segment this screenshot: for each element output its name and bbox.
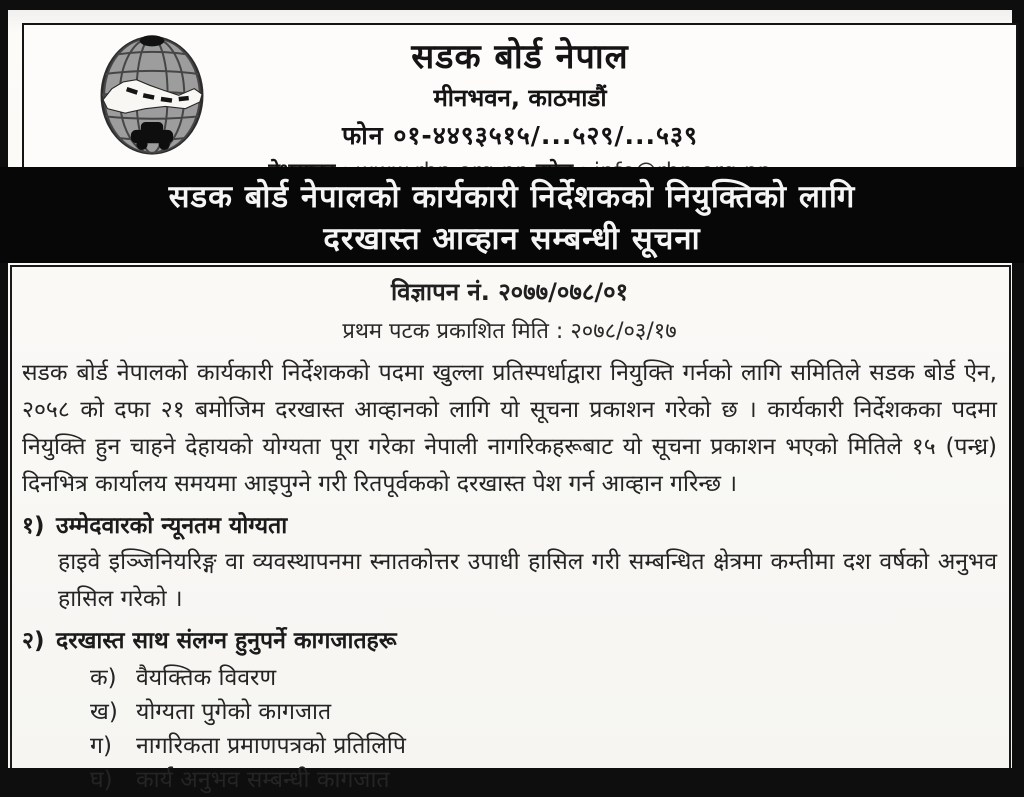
list-item-letter: घ) (90, 767, 113, 793)
section-qualification (22, 508, 997, 618)
list-item-text: कार्य अनुभव सम्बन्धी कागजात (136, 767, 390, 793)
section-heading (22, 623, 997, 659)
banner-line-1: सडक बोर्ड नेपालको कार्यकारी निर्देशकको नियुक्तिको लागि (168, 179, 856, 215)
org-name: सडक बोर्ड नेपाल (411, 37, 629, 77)
list-item (22, 763, 997, 797)
notice-body-box (10, 265, 1011, 793)
org-phone: फोन ०१-४४९३५१५/...५२९/...५३९ (342, 121, 698, 150)
published-date: प्रथम पटक प्रकाशित मिति : २०७८/०३/१७ (342, 319, 677, 344)
document-list (22, 661, 997, 797)
list-item (22, 661, 997, 695)
list-item (22, 729, 997, 763)
section-title: उम्मेदवारको न्यूनतम योग्यता (56, 513, 288, 539)
list-item-letter: ख) (90, 699, 118, 725)
section-heading (22, 508, 997, 544)
list-item-letter: ग) (90, 733, 112, 759)
notice-intro-paragraph: सडक बोर्ड नेपालको कार्यकारी निर्देशकको पदमा खुल्ला प्रतिस्पर्धाद्वारा नियुक्ति गर्नको लागि समितिले सडक बोर्ड ऐन, २०५८ को दफा २१ बमोजिम दरखास्त आव्हानको लागि यो सूचना प्रकाशन गरेको छ । कार्यकारी निर्देशकका पदमा नियुक्ति हुन चाहने देहायको योग्यता पूरा गरेका नेपाली नागरिकहरूबाट यो सूचना प्रकाशन भएको मितिले १५ (पन्ध्र) दिनभित्र कार्यालय समयमा आइपुग्ने गरी रितपूर्वकको दरखास्त पेश गर्न आव्हान गरिन्छ । (22, 360, 997, 497)
org-address: मीनभवन, काठमाडौं (433, 84, 607, 112)
list-item-letter: क) (90, 665, 117, 691)
advertisement-number: विज्ञापन नं. २०७७/०७८/०१ (390, 278, 629, 306)
section-number: २) (22, 628, 45, 654)
list-item-text: योग्यता पुगेको कागजात (136, 699, 332, 725)
letterhead-text (24, 25, 1016, 173)
section-documents (22, 623, 997, 797)
banner-line-2: दरखास्त आव्हान सम्बन्धी सूचना (323, 221, 701, 257)
list-item (22, 695, 997, 729)
section-number: १) (22, 513, 45, 539)
letterhead-box (22, 23, 1018, 175)
section-body: हाइवे इञ्जिनियरिङ्ग वा व्यवस्थापनमा स्नातकोत्तर उपाधी हासिल गरी सम्बन्धित क्षेत्रमा कम्तीमा दश वर्षको अनुभव हासिल गरेको । (58, 549, 997, 612)
notice-title-banner (0, 167, 1024, 263)
list-item-text: नागरिकता प्रमाणपत्रको प्रतिलिपि (136, 733, 406, 759)
list-item-text: वैयक्तिक विवरण (136, 665, 277, 691)
section-title: दरखास्त साथ संलग्न हुनुपर्ने कागजातहरू (56, 628, 397, 654)
